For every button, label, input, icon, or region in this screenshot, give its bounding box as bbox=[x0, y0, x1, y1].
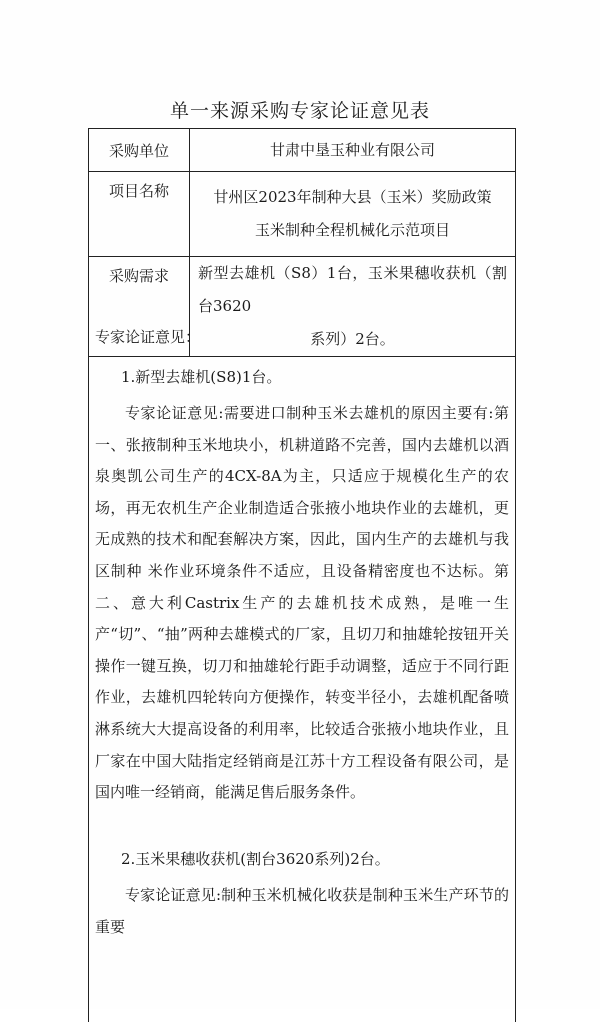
project-value-line2: 玉米制种全程机械化示范项目 bbox=[254, 221, 450, 239]
page-title: 单一来源采购专家论证意见表 bbox=[169, 100, 430, 122]
opinion-section bbox=[88, 322, 516, 1022]
need-value-line2: 系列）2台。 bbox=[310, 330, 395, 348]
opinion-heading: 专家论证意见： bbox=[95, 328, 201, 346]
need-label: 采购需求 bbox=[89, 257, 190, 357]
unit-value: 甘肃中垦玉种业有限公司 bbox=[190, 129, 516, 172]
project-label: 项目名称 bbox=[89, 172, 190, 257]
item1-title: 1.新型去雄机(S8)1台。 bbox=[121, 368, 282, 386]
table-row-project bbox=[89, 172, 516, 257]
need-value-line1: 新型去雄机（S8）1台，玉米果穗收获机（割台3620 bbox=[198, 264, 507, 315]
unit-label: 采购单位 bbox=[89, 129, 190, 172]
item2-body: 专家论证意见:制种玉米机械化收获是制种玉米生产环节的重要 bbox=[95, 886, 509, 936]
project-value-line1: 甘州区2023年制种大县（玉米）奖励政策 bbox=[213, 188, 492, 206]
item2-title: 2.玉米果穗收获机(割台3620系列)2台。 bbox=[121, 850, 390, 868]
table-row-unit bbox=[89, 129, 516, 172]
item1-body: 专家论证意见:需要进口制种玉米去雄机的原因主要有:第一、张掖制种玉米地块小，机耕道路不完善，国内去雄机以酒泉奥凯公司生产的4CX-8A为主，只适应于规模化生产的农场，再无农机生产企业制造适合张掖小地块作业的去雄机，更无成熟的技术和配套解决方案，因此，国内生产的去雄机与我区制种 米作业环境条件不适应，且设备精密度也不达标。第二、意大利Castrix生产的去雄机技术成熟，是唯一生产“切”、“抽”两种去雄模式的厂家，且切刀和抽雄轮按钮开关操作一键互换，切刀和抽雄轮行距手动调整，适应于不同行距作业，去雄机四轮转向方便操作，转变半径小，去雄机配备喷淋系统大大提高设备的利用率，比较适合张掖小地块作业，且厂家在中国大陆指定经销商是江苏十方工程设备有限公司，是国内唯一经销商，能满足售后服务条件。 bbox=[95, 404, 509, 802]
project-value bbox=[190, 172, 516, 257]
